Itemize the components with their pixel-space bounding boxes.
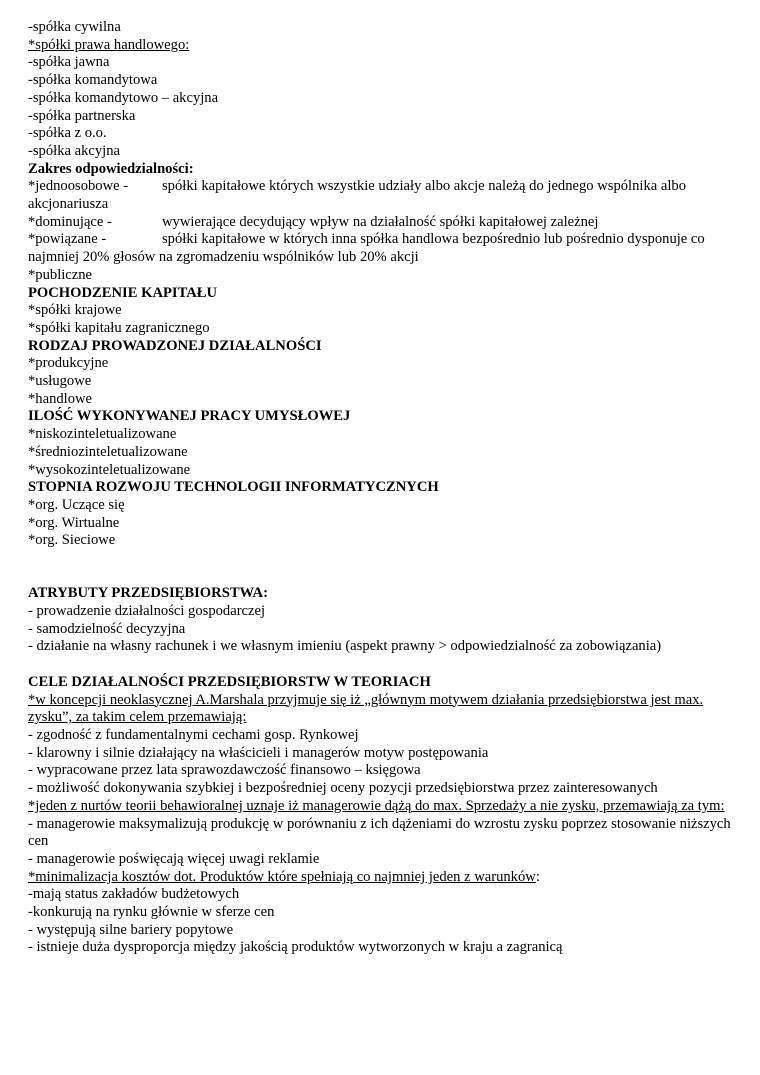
definition-term: *powiązane - <box>28 231 107 248</box>
list-item: -spółka komandytowa <box>28 72 158 89</box>
list-item: - możliwość dokonywania szybkiej i bezpośredniej oceny pozycji przedsiębiorstwa przez zainteresowanych <box>28 780 658 797</box>
list-item: - występują silne bariery popytowe <box>28 921 234 938</box>
spacer <box>28 550 740 585</box>
list-item: *wysokozinteletualizowane <box>28 461 191 478</box>
list-item: -mają status zakładów budżetowych <box>28 886 240 903</box>
list-item: - zgodność z fundamentalnymi cechami gosp. Rynkowej <box>28 727 359 744</box>
list-item: - wypracowane przez lata sprawozdawczość finansowo – księgowa <box>28 762 421 779</box>
section-heading-rodzaj: RODZAJ PROWADZONEJ DZIAŁALNOŚCI <box>28 337 322 354</box>
neoclassical-intro: *w koncepcji neoklasycznej A.Marshala przyjmuje się iż „głównym motywem działania przedsiębiorstwa jest max. zysku”, za takim celem przemawiają: <box>28 691 704 726</box>
section-heading-cele: CELE DZIAŁALNOŚCI PRZEDSIĘBIORSTW W TEORIACH <box>28 673 431 690</box>
definition-row <box>28 231 740 249</box>
list-item: - istnieje duża dysproporcja między jakością produktów wytworzonych w kraju a zagranicą <box>28 939 563 956</box>
list-item: *spółki krajowe <box>28 302 122 319</box>
definition-continuation: akcjonariusza <box>28 196 109 213</box>
list-item: *niskozinteletualizowane <box>28 426 177 443</box>
subheading-commercial-companies: *spółki prawa handlowego: <box>28 36 190 53</box>
cost-intro-colon: : <box>535 868 540 885</box>
list-item: - prowadzenie działalności gospodarczej <box>28 602 266 619</box>
list-item: - managerowie maksymalizują produkcję w porównaniu z ich dążeniami do wzrostu zysku poprzez stosowanie niższych cen <box>28 815 731 850</box>
list-item: *publiczne <box>28 266 93 283</box>
definition-term: *dominujące - <box>28 213 112 230</box>
list-item: *org. Sieciowe <box>28 532 116 549</box>
list-item: - samodzielność decyzyjna <box>28 620 186 637</box>
definition-continuation: najmniej 20% głosów na zgromadzeniu wspólników lub 20% akcji <box>28 249 419 266</box>
list-item: *usługowe <box>28 373 92 390</box>
list-item: -spółka z o.o. <box>28 125 107 142</box>
section-heading-zakres: Zakres odpowiedzialności: <box>28 160 194 177</box>
definition-term: *jednoosobowe - <box>28 178 129 195</box>
list-item: -spółka jawna <box>28 54 110 71</box>
list-item: *org. Wirtualne <box>28 514 120 531</box>
section-heading-pochodzenie: POCHODZENIE KAPITAŁU <box>28 284 218 301</box>
definition-row <box>28 214 740 232</box>
definition-text: spółki kapitałowe w których inna spółka handlowa bezpośrednio lub pośrednio dysponuje co <box>162 231 705 248</box>
list-item: -spółka partnerska <box>28 107 136 124</box>
list-item: -spółka cywilna <box>28 19 121 35</box>
list-item: -spółka akcyjna <box>28 142 120 159</box>
definition-row <box>28 178 740 196</box>
list-item: -spółka komandytowo – akcyjna <box>28 89 219 106</box>
list-item: *handlowe <box>28 390 93 407</box>
list-item: - managerowie poświęcają więcej uwagi reklamie <box>28 850 320 867</box>
spacer <box>28 656 740 674</box>
cost-intro-row <box>28 869 740 887</box>
list-item: *średniozinteletualizowane <box>28 443 188 460</box>
section-heading-ilosc: ILOŚĆ WYKONYWANEJ PRACY UMYSŁOWEJ <box>28 408 351 425</box>
section-heading-stopnia: STOPNIA ROZWOJU TECHNOLOGII INFORMATYCZNYCH <box>28 479 439 496</box>
behavioral-intro: *jeden z nurtów teorii behawioralnej uznaje iż managerowie dążą do max. Sprzedaży a nie zysku, przemawiają za tym: <box>28 797 725 814</box>
list-item: *org. Uczące się <box>28 496 125 513</box>
document-page <box>28 19 740 957</box>
list-item: *spółki kapitału zagranicznego <box>28 319 210 336</box>
cost-intro: *minimalizacja kosztów dot. Produktów które spełniają co najmniej jeden z warunków <box>28 868 536 885</box>
section-heading-atrybuty: ATRYBUTY PRZEDSIĘBIORSTWA: <box>28 585 268 602</box>
list-item: *produkcyjne <box>28 355 109 372</box>
definition-text: wywierające decydujący wpływ na działalność spółki kapitałowej zależnej <box>162 213 599 230</box>
definition-text: spółki kapitałowe których wszystkie udziały albo akcje należą do jednego wspólnika albo <box>162 178 687 195</box>
list-item: -konkurują na rynku głównie w sferze cen <box>28 904 275 921</box>
list-item: - klarowny i silnie działający na właścicieli i managerów motyw postępowania <box>28 744 489 761</box>
list-item: - działanie na własny rachunek i we własnym imieniu (aspekt prawny > odpowiedzialność za zobowiązania) <box>28 638 662 655</box>
